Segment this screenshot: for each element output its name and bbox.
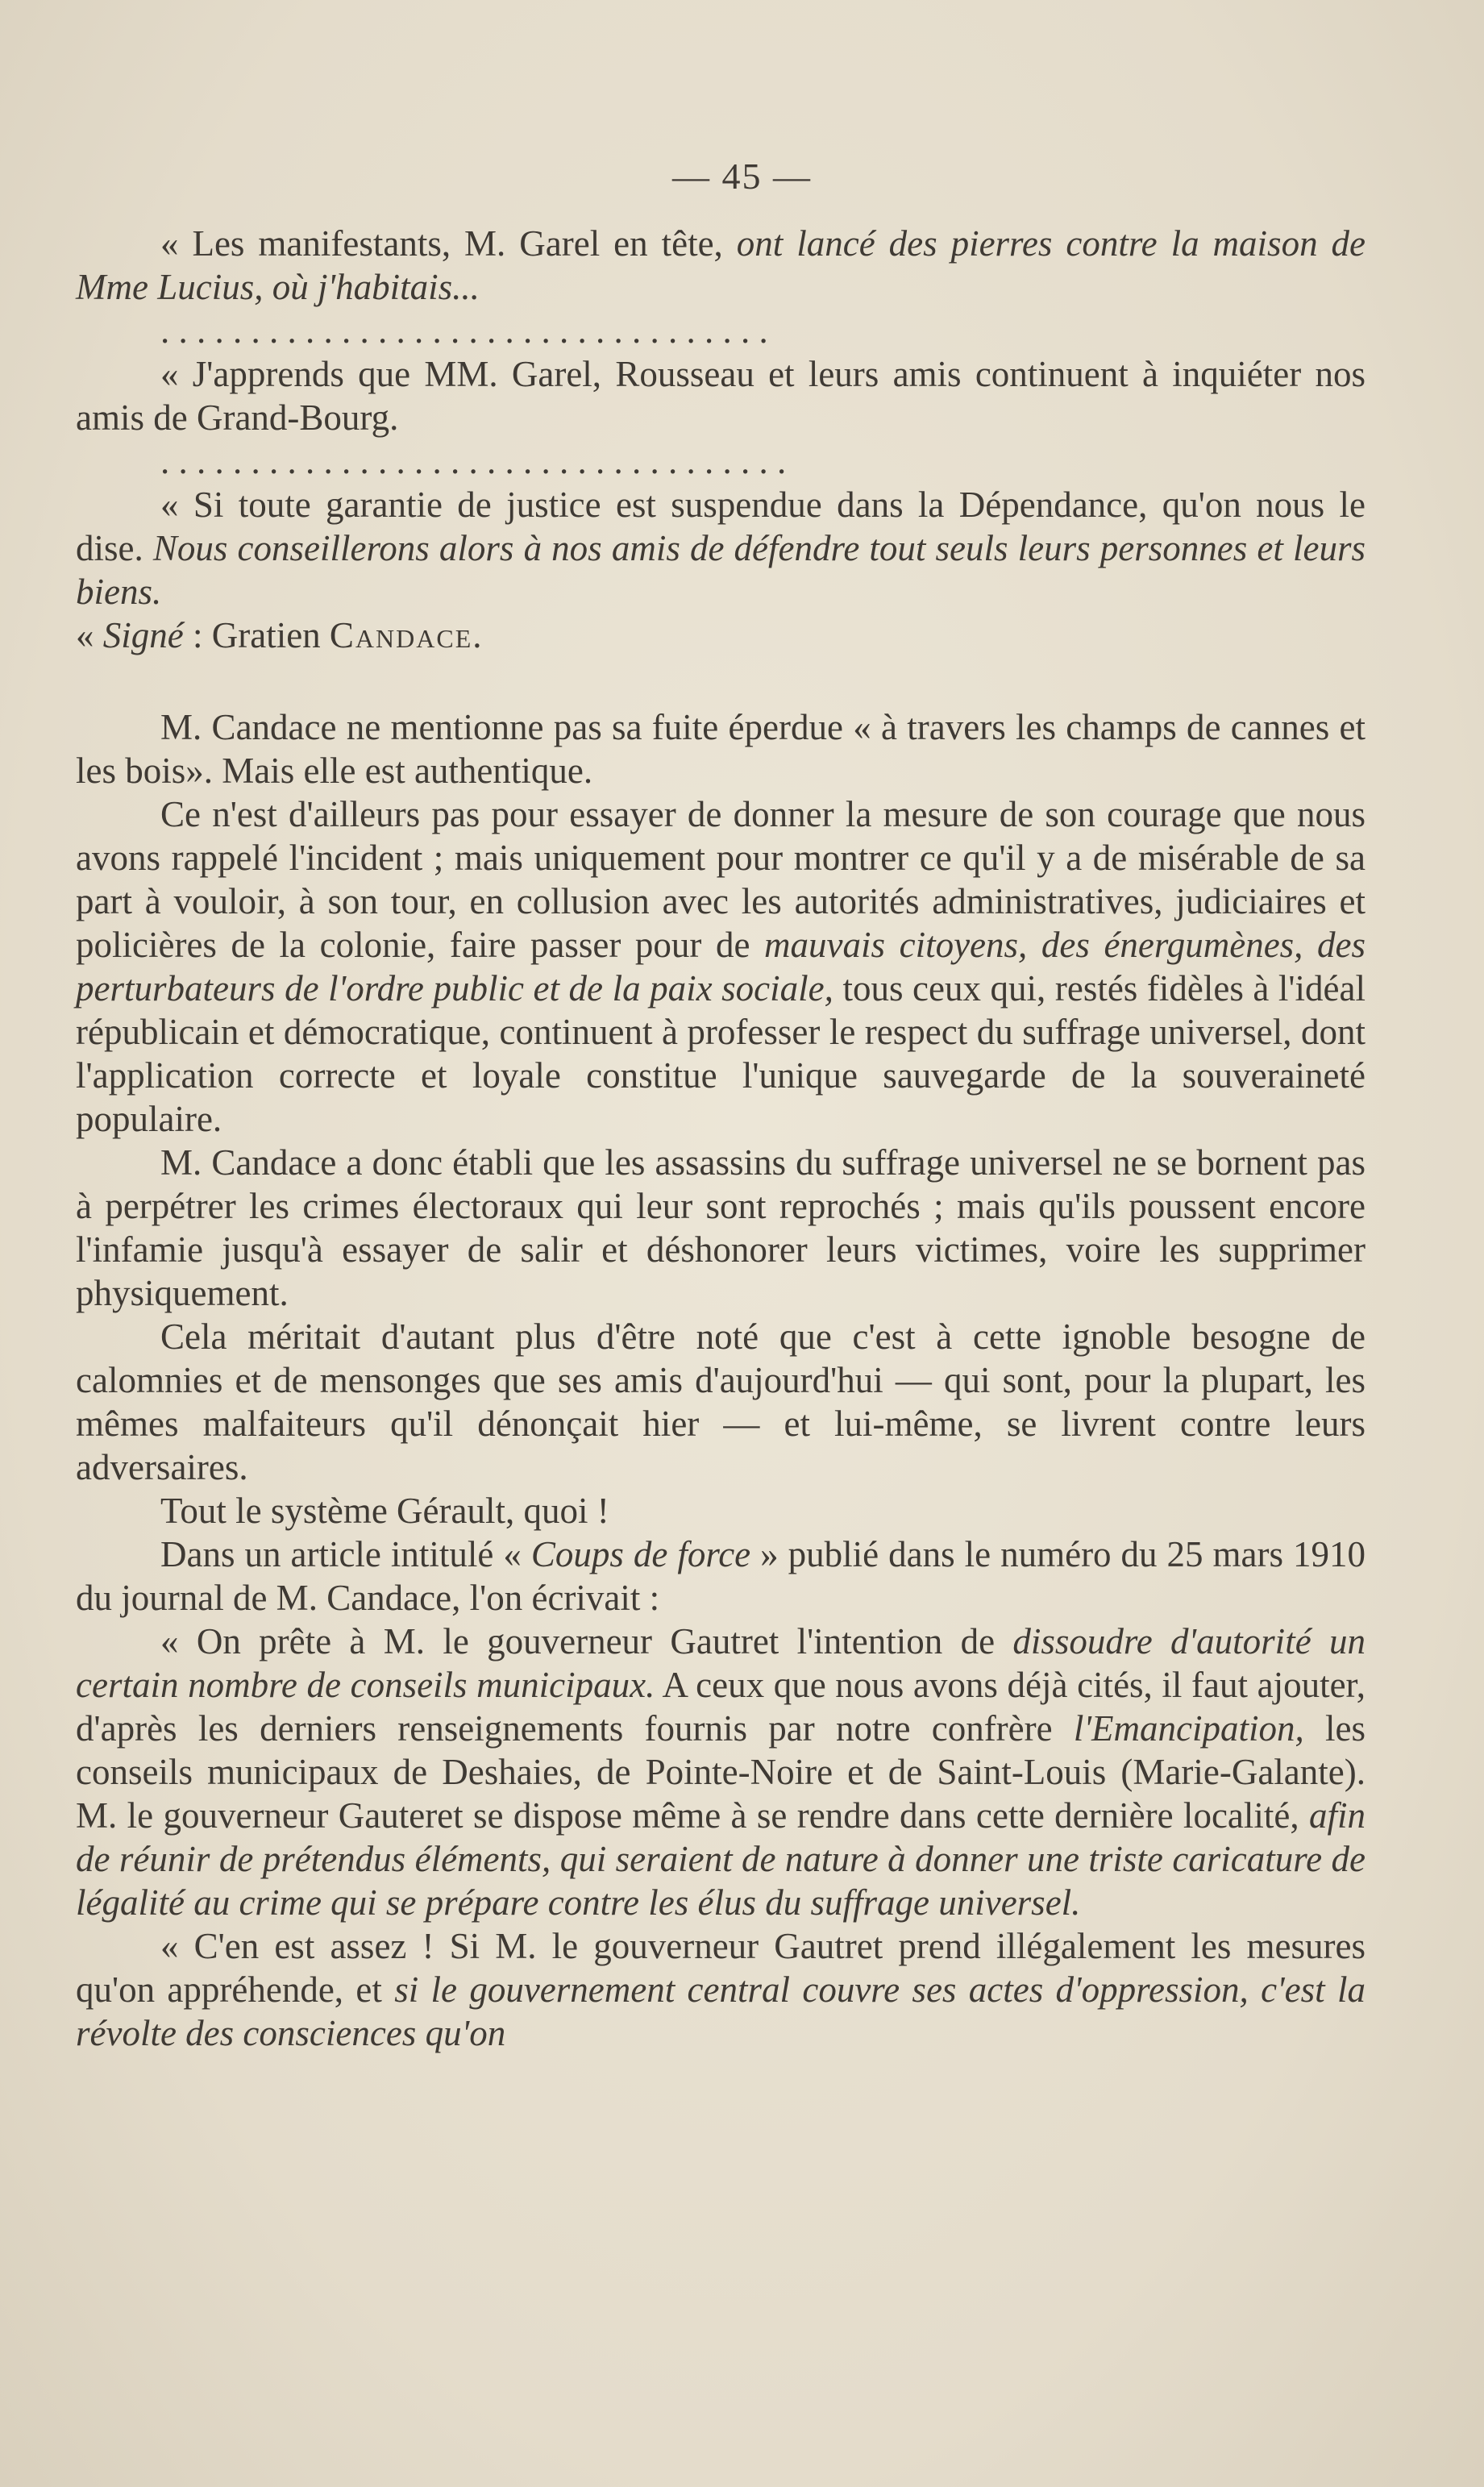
paragraph [76, 1489, 1366, 1533]
text-run: Cela méritait d'autant plus d'être noté que c'est à cette ignoble besogne de calomnies et de mensonges que ses amis d'aujourd'hui — qui sont, pour la plupart, les mêmes malfaiteurs qu'il dénonçait hier — et lui-même, se livrent contre leurs adversaires. [76, 1316, 1366, 1487]
text-run: « [76, 615, 103, 655]
text-run: Dans un article intitulé « [160, 1534, 531, 1574]
text-run: « J'apprends que MM. Garel, Rousseau et leurs amis continuent à inquiéter nos amis de Grand-Bourg. [76, 354, 1366, 438]
text-run: « C'en est assez ! Si M. le gouverneur Gautret prend illégalement les mesures qu'on appréhende, et [76, 1926, 1366, 2010]
paragraph [76, 222, 1366, 309]
italic-text: l'Emancipation, [1073, 1708, 1304, 1749]
italic-text: ont lancé des pierres contre la maison de Mme Lucius, où j'habitais... [76, 223, 1366, 307]
text-run: les conseils municipaux de Deshaies, de Pointe-Noire et de Saint-Louis (Marie-Galante). M. le gouverneur Gauteret se dispose même à se rendre dans cette dernière localité, [76, 1708, 1366, 1836]
text-run: « Si toute garantie de justice est suspendue dans la Dépendance, qu'on nous le dise. [76, 485, 1366, 568]
paragraph [76, 1141, 1366, 1315]
paragraph [76, 792, 1366, 1141]
italic-text: si le gouvernement central couvre ses actes d'oppression, c'est la révolte des consciences qu'on [76, 1969, 1366, 2053]
signature-line [76, 613, 1366, 657]
text-run: . [472, 615, 482, 655]
paragraph [76, 1533, 1366, 1620]
paragraph [76, 1315, 1366, 1489]
italic-text: Coups de force [530, 1534, 751, 1574]
paragraph [76, 352, 1366, 439]
text-run: Candace [329, 615, 473, 655]
body-text [76, 222, 1366, 2055]
text-run: tous ceux qui, restés fidèles à l'idéal républicain et démocratique, continuent à professer le respect du suffrage universel, dont l'application correcte et loyale constitue l'unique sauvegarde de la souveraineté populaire. [76, 968, 1366, 1139]
italic-text: Nous conseillerons alors à nos amis de défendre tout seuls leurs personnes et leurs biens. [76, 528, 1366, 612]
paragraph [76, 705, 1366, 792]
text-run: « Les manifestants, M. Garel en tête, [160, 223, 737, 264]
text-run: M. Candace a donc établi que les assassins du suffrage universel ne se bornent pas à perpétrer les crimes électoraux qui leur sont reprochés ; mais qu'ils poussent encore l'infamie jusqu'à essayer de salir et déshonorer leurs victimes, voire les supprimer physiquement. [76, 1142, 1366, 1313]
italic-text: afin de réunir de prétendus éléments, qui seraient de nature à donner une triste caricature de légalité au crime qui se prépare contre les élus du suffrage universel. [76, 1795, 1366, 1923]
paragraph [76, 483, 1366, 613]
paragraph [76, 1620, 1366, 1924]
text-run: « On prête à M. le gouverneur Gautret l'intention de [160, 1621, 1013, 1661]
italic-text: mauvais citoyens, des énergumènes, des perturbateurs de l'ordre public et de la paix sociale, [76, 925, 1366, 1009]
text-run: A ceux que nous avons déjà cités, il faut ajouter, d'après les derniers renseignements fournis par notre confrère [76, 1665, 1366, 1749]
italic-text: Signé [102, 615, 184, 655]
text-run: : Gratien [183, 615, 330, 655]
ellipsis-row: . . . . . . . . . . . . . . . . . . . . . . . . . . . . . . . . . . . [160, 441, 787, 481]
italic-text: dissoudre d'autorité un certain nombre de conseils municipaux. [76, 1621, 1366, 1705]
text-run: » publié dans le numéro du 25 mars 1910 du journal de M. Candace, l'on écrivait : [76, 1534, 1366, 1618]
paragraph [76, 1924, 1366, 2055]
text-run: Ce n'est d'ailleurs pas pour essayer de donner la mesure de son courage que nous avons rappelé l'incident ; mais uniquement pour montrer ce qu'il y a de misérable de sa part à vouloir, à son tour, en collusion avec les autorités administratives, judiciaires et policières de la colonie, faire passer pour de [76, 794, 1366, 965]
text-run: Tout le système Gérault, quoi ! [160, 1491, 609, 1531]
text-run: M. Candace ne mentionne pas sa fuite éperdue « à travers les champs de cannes et les bois». Mais elle est authentique. [76, 707, 1366, 791]
ellipsis-row: . . . . . . . . . . . . . . . . . . . . . . . . . . . . . . . . . . [160, 310, 768, 351]
paragraph-gap [76, 657, 1366, 705]
page-number: — 45 — [672, 156, 812, 197]
